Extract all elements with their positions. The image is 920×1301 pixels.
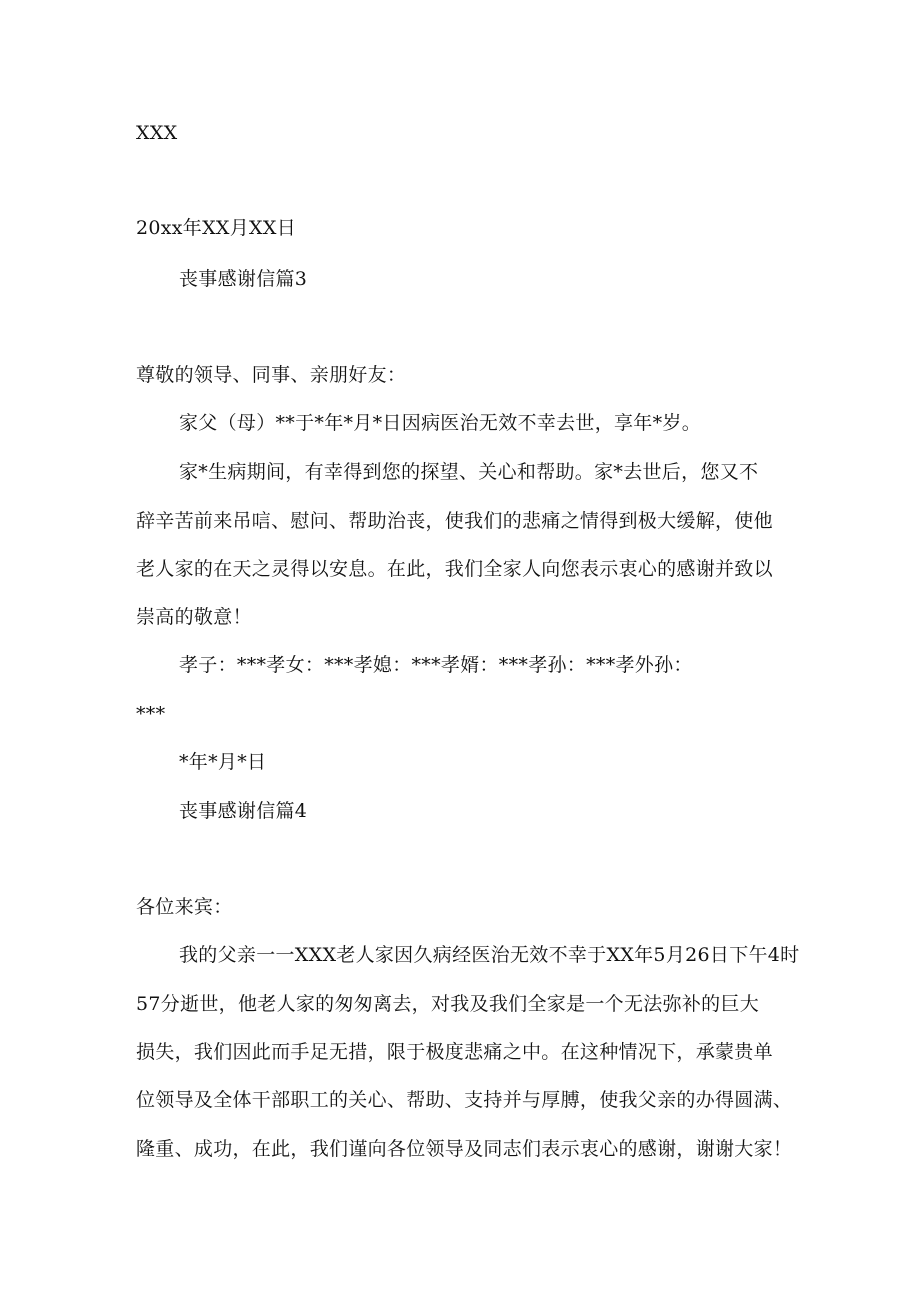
heading-letter-3: 丧事感谢信篇3 bbox=[179, 268, 308, 290]
paragraph-line: 损失，我们因此而手足无措，限于极度悲痛之中。在这种情况下，承蒙贵单 bbox=[136, 1041, 773, 1063]
date-line-letter-3: *年*月*日 bbox=[179, 751, 267, 773]
date-line: 20xx年XX月XX日 bbox=[136, 217, 297, 239]
salutation-letter-3: 尊敬的领导、同事、亲朋好友： bbox=[136, 364, 407, 386]
paragraph-line: 家*生病期间，有幸得到您的探望、关心和帮助。家*去世后，您又不 bbox=[179, 461, 759, 483]
paragraph-letter-3-first: 家父（母）**于*年*月*日因病医治无效不幸去世，享年*岁。 bbox=[179, 412, 702, 434]
paragraph-line: 位领导及全体干部职工的关心、帮助、支持并与厚膊，使我父亲的办得圆满、 bbox=[136, 1089, 793, 1111]
paragraph-line: 崇高的敬意！ bbox=[136, 606, 252, 628]
family-list-line: 孝子：***孝女：***孝媳：***孝婿：***孝孙：***孝外孙： bbox=[179, 654, 693, 676]
paragraph-line: 我的父亲一一XXX老人家因久病经医治无效不幸于XX年5月26日下午4时 bbox=[179, 944, 800, 966]
signature: XXX bbox=[136, 122, 178, 144]
heading-letter-4: 丧事感谢信篇4 bbox=[179, 800, 308, 822]
paragraph-line: 57分逝世，他老人家的匆匆离去，对我及我们全家是一个无法弥补的巨大 bbox=[136, 993, 760, 1015]
family-list-line: *** bbox=[136, 703, 166, 725]
paragraph-line: 隆重、成功，在此，我们谨向各位领导及同志们表示衷心的感谢，谢谢大家！ bbox=[136, 1138, 793, 1160]
paragraph-line: 辞辛苦前来吊唁、慰问、帮助治丧，使我们的悲痛之情得到极大缓解，使他 bbox=[136, 510, 773, 532]
salutation-letter-4: 各位来宾： bbox=[136, 896, 233, 918]
paragraph-line: 老人家的在天之灵得以安息。在此，我们全家人向您表示衷心的感谢并致以 bbox=[136, 558, 773, 580]
